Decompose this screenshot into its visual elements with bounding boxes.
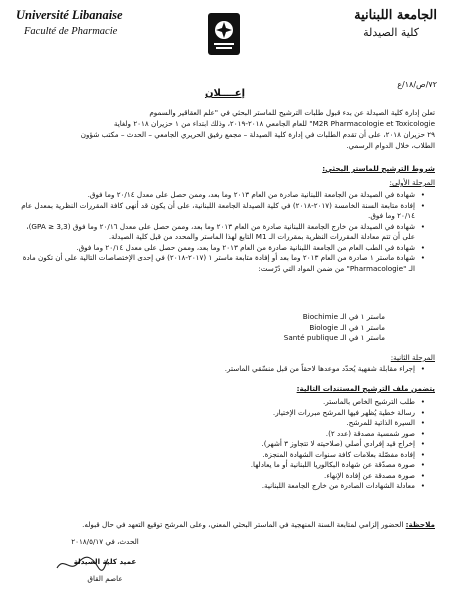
ar-university-name: الجامعة اللبنانية <box>354 8 437 23</box>
stage2-list <box>20 364 435 375</box>
signature-name: عاصم القاق <box>87 574 123 583</box>
list-item: • السيرة الذاتية للمرشح. <box>20 418 425 429</box>
list-item: • إجراء مقابلة شفهية يُحدّد موعدها لاحقاً من قبل منسّقي الماستر. <box>20 364 425 375</box>
list-item: • إخراج قيد إفرادي أصلي (صلاحيته لا تتجاوز ٣ أشهر). <box>20 439 425 450</box>
note-text: الحضور إلزامي لمتابعة السنة المنهجية في الماستر البحثي المعني، وعلى المرشح توقيع التعهد في حال قبوله. <box>82 520 404 529</box>
sublist-latin: Santé publique <box>283 333 339 342</box>
stage2-title: المرحلة الثانية: <box>390 353 435 362</box>
list-item: • صورة مصدقة عن إفادة الإنهاء. <box>20 471 425 482</box>
intro-paragraph <box>20 107 435 151</box>
list-item: • صورة مصدّقة عن شهادة البكالوريا اللبنانية أو ما يعادلها. <box>20 460 425 471</box>
list-item: • إفادة متابعة السنة الخامسة (٢٠١٧-٢٠١٨) في كلية الصيدلة الجامعة اللبنانية، على أن يكون قد أنهى كافة المقررات النظرية بمعدل عام ٢٠/١٤ وما فوق. <box>20 201 425 222</box>
fr-faculty-name: Faculté de Pharmacie <box>24 26 118 37</box>
intro-line: الطلاب، خلال الدوام الرسمي. <box>346 141 435 150</box>
list-item: • شهادة ماستر ١ صادرة من العام ٢٠١٣ وما بعد أو إفادة متابعة ماستر ١ (٢٠١٧-٢٠١٨) في إحدى الإختصاصات التالية على أن تكون مادة الـ "Pharmacologie" من ضمن المواد التي دُرّست: <box>20 253 425 274</box>
sublist-item: ماستر ١ في الـ Biochimie <box>302 312 385 321</box>
university-logo-icon <box>207 12 241 56</box>
conditions-title: شروط الترشيح للماستر البحثي: <box>322 164 435 173</box>
page-title: إعــــلان <box>204 88 246 99</box>
list-item: • رسالة خطية يُظهر فيها المرشح مبررات الإختيار. <box>20 408 425 419</box>
sublist-item: ماستر ١ في الـ Biologie <box>309 322 385 332</box>
intro-line: ٢٩ حزيران ٢٠١٨، على أن تقدم الطلبات في إدارة كلية الصيدلة – مجمع رفيق الحريري الجامعي – الحدث – مكتب شؤون <box>80 130 435 139</box>
docs-list <box>20 397 435 492</box>
sublist-latin: Biochimie <box>302 312 339 321</box>
note-paragraph <box>20 520 435 531</box>
list-item: • معادلة الشهادات الصادرة من خارج الجامعة اللبنانية. <box>20 481 425 492</box>
intro-line: تعلن إدارة كلية الصيدلة عن بدء قبول طلبات الترشيح للماستر البحثي في "علم العقاقير والسموم <box>149 108 435 117</box>
list-item: • إفادة مفصّلة بعلامات كافة سنوات الشهادة المنجزة. <box>20 450 425 461</box>
stage1-title: المرحلة الأولى: <box>389 178 435 187</box>
intro-line: M2R Pharmacologie et Toxicologie" للعام الجامعي ٢٠١٨-٢٠١٩، وذلك ابتداء من ١ حزيران ٢٠١٨ ولغاية <box>113 119 435 128</box>
sublist-item: ماستر ١ في الـ Santé publique <box>283 333 385 342</box>
list-item: • شهادة في الطب العام من الجامعة اللبنانية صادرة من العام ٢٠١٣ وما بعد، وممن حصل على معدل ٢٠/١٤ وما فوق. <box>20 243 425 254</box>
docs-title: يتضمن ملف الترشيح المستندات التالية: <box>296 384 435 393</box>
fr-university-name: Université Libanaise <box>16 8 123 22</box>
date-line: الحدث، في ٢٠١٨/٥/١٧ <box>71 537 139 546</box>
stage1-list <box>20 190 435 274</box>
list-item: • طلب الترشيح الخاص بالماستر. <box>20 397 425 408</box>
list-item: • شهادة في الصيدلة من خارج الجامعة اللبنانية صادرة من العام ٢٠١٣ وما بعد، وممن حصل على معدل ٢٠/١٦ وما فوق (GPA ≥ 3,3)، على أن تتم معادلة المقررات النظرية بمقررات الـ M1 التابع لهذا الماستر والمحدد من قبل كلية الصيدلة. <box>20 222 425 243</box>
signature-title: عميد كلية الصيدلة <box>73 557 137 566</box>
list-item: • صور شمسية مصدقة (عدد ٢). <box>20 429 425 440</box>
ar-faculty-name: كلية الصيدلة <box>363 26 419 39</box>
reference-number: ٧٢/ص/١٨/ع <box>397 80 437 89</box>
sublist-latin: Biologie <box>309 322 339 332</box>
note-label: ملاحظة: <box>405 520 435 529</box>
list-item: • شهادة في الصيدلة من الجامعة اللبنانية صادرة من العام ٢٠١٣ وما بعد، وممن حصل على معدل ٢٠/١٤ وما فوق. <box>20 190 425 201</box>
stage1-sublist <box>145 312 385 344</box>
